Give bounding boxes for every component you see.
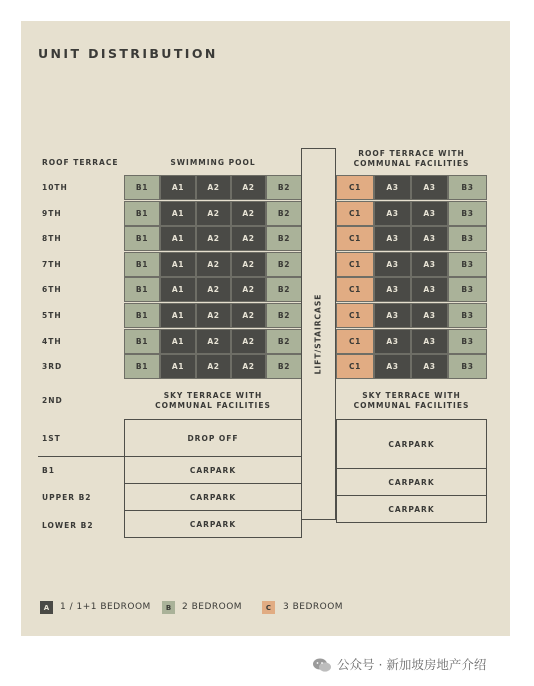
roof-terrace-label: ROOF TERRACE <box>42 158 119 167</box>
floor-label-lower-b2: LOWER B2 <box>42 521 94 530</box>
unit-cell: B1 <box>124 175 160 200</box>
page-title: UNIT DISTRIBUTION <box>38 46 218 61</box>
unit-cell: A2 <box>231 329 266 354</box>
unit-cell: C1 <box>336 354 374 379</box>
unit-cell: A2 <box>196 277 231 302</box>
unit-cell: B1 <box>124 252 160 277</box>
unit-cell: A3 <box>374 175 411 200</box>
floor-label: 3RD <box>42 362 63 372</box>
unit-cell: B3 <box>448 303 487 328</box>
b1-divider-line <box>38 456 124 457</box>
unit-cell: C1 <box>336 303 374 328</box>
legend-swatch-b: B <box>162 601 175 614</box>
unit-cell: C1 <box>336 226 374 251</box>
unit-cell: A2 <box>231 201 266 226</box>
floor-label: 6TH <box>42 285 62 295</box>
unit-cell: B1 <box>124 354 160 379</box>
unit-cell: A3 <box>374 252 411 277</box>
sky-terrace-left-line2: COMMUNAL FACILITIES <box>155 401 271 410</box>
floor-label-b1: B1 <box>42 466 55 475</box>
unit-cell: A1 <box>160 201 196 226</box>
carpark-right-1: CARPARK <box>336 419 487 469</box>
unit-cell: A3 <box>374 329 411 354</box>
unit-cell: A3 <box>374 201 411 226</box>
unit-cell: B3 <box>448 252 487 277</box>
carpark-right-3: CARPARK <box>336 495 487 523</box>
unit-cell: B2 <box>266 277 302 302</box>
unit-cell: A2 <box>196 226 231 251</box>
unit-cell: A1 <box>160 329 196 354</box>
legend-label-a: 1 / 1+1 BEDROOM <box>60 602 151 612</box>
unit-cell: B3 <box>448 329 487 354</box>
floor-label: 7TH <box>42 259 62 269</box>
unit-cell: A1 <box>160 303 196 328</box>
floor-label: 5TH <box>42 311 62 320</box>
unit-cell: A2 <box>196 303 231 328</box>
unit-cell: A3 <box>411 201 448 226</box>
unit-cell: A2 <box>196 354 231 379</box>
unit-cell: A2 <box>196 329 231 354</box>
unit-cell: A2 <box>231 252 266 277</box>
unit-cell: A3 <box>374 303 411 328</box>
roof-terrace-right-line2: COMMUNAL FACILITIES <box>353 159 470 168</box>
legend-swatch-c: C <box>262 601 275 614</box>
unit-cell: B2 <box>266 226 302 251</box>
floor-label-1st: 1ST <box>42 434 61 443</box>
unit-cell: C1 <box>336 201 374 226</box>
unit-cell: A2 <box>196 201 231 226</box>
floor-label: 9TH <box>42 208 62 218</box>
unit-cell: A3 <box>411 175 448 200</box>
unit-cell: A1 <box>160 252 196 277</box>
unit-cell: A1 <box>160 175 196 200</box>
unit-cell: A3 <box>374 277 411 302</box>
unit-cell: A3 <box>411 354 448 379</box>
unit-cell: A2 <box>231 354 266 379</box>
unit-cell: B2 <box>266 252 302 277</box>
unit-cell: B1 <box>124 277 160 302</box>
sky-terrace-left-line1: SKY TERRACE WITH <box>163 391 263 400</box>
unit-cell: C1 <box>336 329 374 354</box>
floor-label-2nd: 2ND <box>42 396 63 405</box>
carpark-left-lower-b2: CARPARK <box>124 510 302 538</box>
unit-cell: B2 <box>266 303 302 328</box>
unit-cell: B2 <box>266 329 302 354</box>
unit-cell: A2 <box>196 175 231 200</box>
unit-cell: A3 <box>411 277 448 302</box>
unit-cell: B1 <box>124 303 160 328</box>
carpark-right-2: CARPARK <box>336 468 487 496</box>
unit-cell: B2 <box>266 354 302 379</box>
unit-cell: A1 <box>160 226 196 251</box>
unit-cell: A3 <box>411 329 448 354</box>
legend-label-b: 2 BEDROOM <box>182 602 243 612</box>
unit-cell: C1 <box>336 252 374 277</box>
lift-staircase-label: LIFT/STAIRCASE <box>313 293 323 375</box>
unit-cell: B1 <box>124 201 160 226</box>
swimming-pool-label: SWIMMING POOL <box>170 158 256 167</box>
unit-cell: A3 <box>374 354 411 379</box>
unit-cell: B2 <box>266 201 302 226</box>
unit-cell: A1 <box>160 354 196 379</box>
unit-cell: B3 <box>448 226 487 251</box>
drop-off-box: DROP OFF <box>124 419 302 457</box>
floor-label: 10TH <box>42 183 68 192</box>
unit-cell: B3 <box>448 175 487 200</box>
floor-label-upper-b2: UPPER B2 <box>42 493 92 502</box>
sky-terrace-right-line2: COMMUNAL FACILITIES <box>353 401 470 410</box>
floor-label: 8TH <box>42 234 62 244</box>
unit-cell: A2 <box>231 277 266 302</box>
unit-cell: A2 <box>231 175 266 200</box>
unit-cell: C1 <box>336 277 374 302</box>
legend-label-c: 3 BEDROOM <box>283 602 344 612</box>
unit-cell: A3 <box>411 226 448 251</box>
sky-terrace-right-line1: SKY TERRACE WITH <box>362 391 461 400</box>
unit-cell: B1 <box>124 329 160 354</box>
unit-cell: A2 <box>231 226 266 251</box>
unit-cell: A1 <box>160 277 196 302</box>
unit-cell: B3 <box>448 201 487 226</box>
floor-label: 4TH <box>42 336 62 346</box>
unit-cell: B2 <box>266 175 302 200</box>
unit-cell: C1 <box>336 175 374 200</box>
carpark-left-b1: CARPARK <box>124 456 302 484</box>
unit-cell: A3 <box>374 226 411 251</box>
carpark-left-upper-b2: CARPARK <box>124 483 302 511</box>
watermark-text: 公众号 · 新加坡房地产介绍 <box>337 657 487 672</box>
wechat-icon <box>312 657 332 673</box>
unit-cell: A3 <box>411 303 448 328</box>
unit-cell: A2 <box>231 303 266 328</box>
unit-cell: B3 <box>448 277 487 302</box>
unit-cell: A3 <box>411 252 448 277</box>
roof-terrace-right-line1: ROOF TERRACE WITH <box>358 149 465 158</box>
unit-cell: A2 <box>196 252 231 277</box>
legend-swatch-a: A <box>40 601 53 614</box>
unit-cell: B1 <box>124 226 160 251</box>
unit-cell: B3 <box>448 354 487 379</box>
